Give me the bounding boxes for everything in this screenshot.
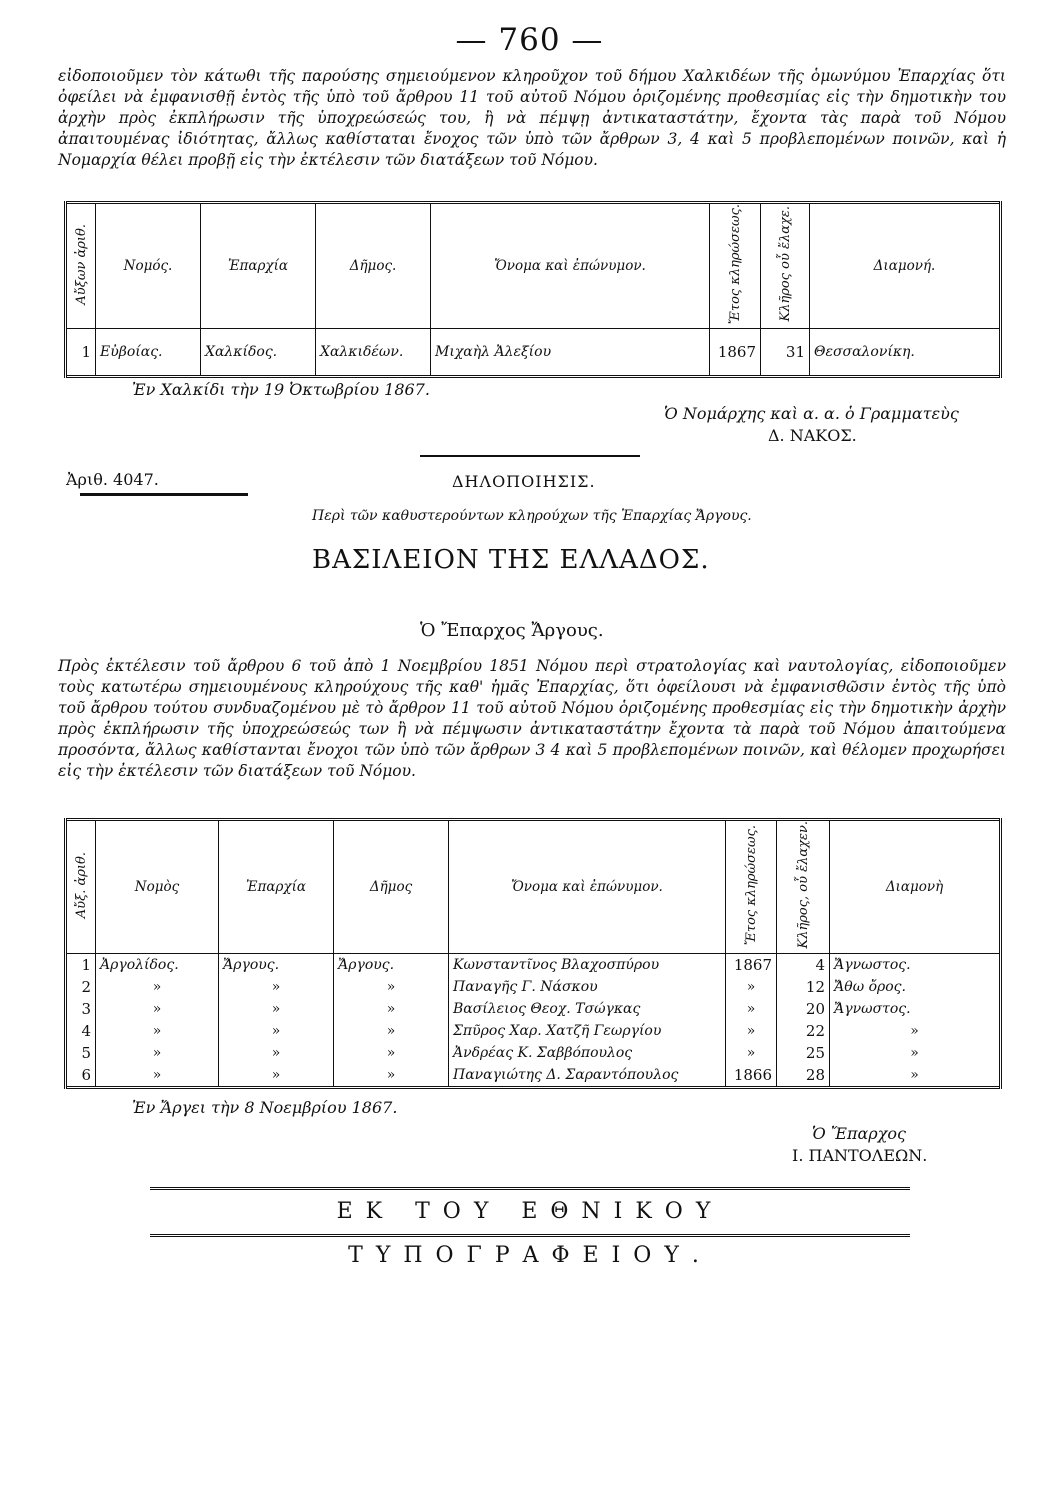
header-full-name: Ὄνομα καὶ ἐπώνυμον.	[449, 820, 726, 954]
cell-lot-number: 28	[777, 1064, 830, 1088]
table-row	[66, 329, 1001, 377]
cell-serial: 3	[66, 998, 96, 1020]
cell-draft-year: »	[726, 998, 777, 1020]
header-prefecture: Νομὸς	[96, 820, 219, 954]
page-number: — 760 —	[455, 22, 604, 58]
cell-province: »	[219, 976, 334, 998]
header-province: Ἐπαρχία	[219, 820, 334, 954]
cell-residence: Θεσσαλονίκη.	[810, 329, 1001, 377]
cell-province: Χαλκίδος.	[201, 329, 316, 377]
table-header-row	[66, 203, 1001, 329]
header-serial-number: Αὔξ. ἀριθ.	[66, 820, 96, 954]
cell-prefecture: »	[96, 998, 219, 1020]
notice-number-underline	[80, 493, 248, 496]
header-municipality: Δῆμος.	[316, 203, 431, 329]
cell-serial: 6	[66, 1064, 96, 1088]
cell-lot-number: 31	[761, 329, 810, 377]
header-lot-number: Κλῆρος οὗ ἔλαχε.	[761, 203, 810, 329]
cell-residence: »	[830, 1064, 1001, 1088]
header-lot-number: Κλῆρος, οὗ ἔλαχεν.	[777, 820, 830, 954]
cell-prefecture: »	[96, 1020, 219, 1042]
header-province: Ἐπαρχία	[201, 203, 316, 329]
cell-residence: »	[830, 1042, 1001, 1064]
cell-lot-number: 12	[777, 976, 830, 998]
cell-municipality: Χαλκιδέων.	[316, 329, 431, 377]
table-row	[66, 1042, 1001, 1064]
cell-full-name: Παναγῆς Γ. Νάσκου	[449, 976, 726, 998]
cell-prefecture: Εὐβοίας.	[96, 329, 201, 377]
cell-full-name: Κωνσταντῖνος Βλαχοσπύρου	[449, 953, 726, 976]
cell-full-name: Ἀνδρέας Κ. Σαββόπουλος	[449, 1042, 726, 1064]
cell-draft-year: »	[726, 1020, 777, 1042]
cell-residence: Ἄθω ὄρος.	[830, 976, 1001, 998]
cell-draft-year: »	[726, 976, 777, 998]
cell-province: »	[219, 1042, 334, 1064]
header-residence: Διαμονὴ	[830, 820, 1001, 954]
cell-prefecture: »	[96, 1064, 219, 1088]
signature-name-pantoleon: Ι. ΠΑΝΤΟΛΕΩΝ.	[792, 1146, 928, 1165]
signature-title-nomarch: Ὁ Νομάρχης καὶ α. α. ὁ Γραμματεὺς	[664, 404, 959, 423]
cell-prefecture: »	[96, 1042, 219, 1064]
header-residence: Διαμονή.	[810, 203, 1001, 329]
table-row	[66, 1064, 1001, 1088]
cell-draft-year: 1866	[726, 1064, 777, 1088]
place-date-chalkis: Ἐν Χαλκίδι τὴν 19 Ὀκτωβρίου 1867.	[132, 380, 430, 399]
cell-province: Ἄργους.	[219, 953, 334, 976]
header-municipality: Δῆμος	[334, 820, 449, 954]
cell-municipality: »	[334, 998, 449, 1020]
cell-municipality: »	[334, 976, 449, 998]
signature-name-nakos: Δ. ΝΑΚΟΣ.	[768, 426, 857, 445]
table-row	[66, 998, 1001, 1020]
cell-full-name: Βασίλειος Θεοχ. Τσώγκας	[449, 998, 726, 1020]
cell-serial: 2	[66, 976, 96, 998]
cell-municipality: »	[334, 1064, 449, 1088]
cell-lot-number: 4	[777, 953, 830, 976]
separator-rule	[420, 455, 640, 457]
notice-subheading: Περὶ τῶν καθυστερούντων κληρούχων τῆς Ἐπαρχίας Ἄργους.	[312, 508, 752, 524]
cell-serial: 1	[66, 329, 96, 377]
cell-province: »	[219, 1064, 334, 1088]
table-header-row	[66, 820, 1001, 954]
notice-number: Ἀριθ. 4047.	[66, 470, 159, 489]
cell-lot-number: 20	[777, 998, 830, 1020]
cell-full-name: Μιχαὴλ Ἀλεξίου	[431, 329, 710, 377]
cell-prefecture: »	[96, 976, 219, 998]
cell-draft-year: 1867	[726, 953, 777, 976]
cell-lot-number: 22	[777, 1020, 830, 1042]
cell-municipality: »	[334, 1042, 449, 1064]
place-date-argos: Ἐν Ἄργει τὴν 8 Νοεμβρίου 1867.	[132, 1098, 398, 1117]
table-row	[66, 976, 1001, 998]
printer-footer: ΕΚ ΤΟΥ ΕΘΝΙΚΟΥ ΤΥΠΟΓΡΑΦΕΙΟΥ.	[150, 1187, 910, 1237]
cell-serial: 4	[66, 1020, 96, 1042]
cell-municipality: »	[334, 1020, 449, 1042]
header-draft-year: Ἔτος κληρώσεως.	[710, 203, 761, 329]
cell-province: »	[219, 1020, 334, 1042]
table-row	[66, 1020, 1001, 1042]
authority-title: Ὁ Ἔπαρχος Ἄργους.	[420, 620, 604, 641]
header-prefecture: Νομός.	[96, 203, 201, 329]
cell-draft-year: 1867	[710, 329, 761, 377]
cell-prefecture: Ἀργολίδος.	[96, 953, 219, 976]
cell-lot-number: 25	[777, 1042, 830, 1064]
cell-residence: »	[830, 1020, 1001, 1042]
cell-municipality: Ἄργους.	[334, 953, 449, 976]
cell-residence: Ἄγνωστος.	[830, 953, 1001, 976]
table-row	[66, 953, 1001, 976]
cell-province: »	[219, 998, 334, 1020]
cell-residence: Ἄγνωστος.	[830, 998, 1001, 1020]
cell-serial: 5	[66, 1042, 96, 1064]
cell-serial: 1	[66, 953, 96, 976]
conscripts-table-argos	[64, 818, 1002, 1089]
main-paragraph: Πρὸς ἐκτέλεσιν τοῦ ἄρθρου 6 τοῦ ἀπὸ 1 Νοεμβρίου 1851 Νόμου περὶ στρατολογίας καὶ ναυτολογίας, εἰδοποιοῦμεν τοὺς κατωτέρω σημειουμένους κληρούχους τῆς καθ' ἡμᾶς Ἐπαρχίας, ὅτι ὀφείλουσι νὰ ἐμφανισθῶσιν ἐντὸς τῆς ὑπὸ τοῦ ἄρθρου τούτου συνδυαζομένου μὲ τὸ ἄρθρον 11 τοῦ αὐτοῦ Νόμου ὁριζομένης προθεσμίας εἰς τὴν δημοτικὴν ἀρχὴν πρὸς ἐκπλήρωσιν τῆς ὑποχρεώσεώς των ἢ νὰ πέμψωσιν ἀντικαταστάτην ἔχοντα τὰ παρὰ τοῦ Νόμου ἀπαιτούμενα προσόντα, ἄλλως καθίστανται ἔνοχοι τῶν ὑπὸ τῶν ἄρθρων 3 4 καὶ 5 προβλεπομένων ποινῶν, καὶ θέλομεν προχωρήσει εἰς τὴν ἐκτέλεσιν τῶν διατάξεων τοῦ Νόμου.	[58, 657, 1006, 780]
kingdom-title: ΒΑΣΙΛΕΙΟΝ ΤΗΣ ΕΛΛΑΔΟΣ.	[312, 545, 710, 575]
signature-title-eparch: Ὁ Ἔπαρχος	[812, 1124, 906, 1143]
header-draft-year: Ἔτος κληρώσεως.	[726, 820, 777, 954]
header-full-name: Ὄνομα καὶ ἐπώνυμον.	[431, 203, 710, 329]
cell-full-name: Σπῦρος Χαρ. Χατζῆ Γεωργίου	[449, 1020, 726, 1042]
header-serial-number: Αὔξων ἀριθ.	[66, 203, 96, 329]
notice-heading: ΔΗΛΟΠΟΙΗΣΙΣ.	[452, 472, 596, 491]
cell-draft-year: »	[726, 1042, 777, 1064]
intro-paragraph: εἰδοποιοῦμεν τὸν κάτωθι τῆς παρούσης σημειούμενον κληροῦχον τοῦ δήμου Χαλκιδέων τῆς ὁμωνύμου Ἐπαρχίας ὅτι ὀφείλει νὰ ἐμφανισθῇ ἐντὸς τῆς ὑπὸ τοῦ ἄρθρου 11 τοῦ αὐτοῦ Νόμου ὁριζομένης προθεσμίας εἰς τὴν δημοτικὴν του ἀρχὴν πρὸς ἐκπλήρωσιν τῆς ὑποχρεώσεώς του, ἢ νὰ πέμψῃ ἀντικαταστάτην, ἔχοντα τὰς παρὰ τοῦ Νόμου ἀπαιτουμένας ἰδιότητας, ἄλλως καθίσταται ἔνοχος τῶν ὑπὸ τῶν ἄρθρων 3, 4 καὶ 5 προβλεπομένων ποινῶν, καὶ ἡ Νομαρχία θέλει προβῇ εἰς τὴν ἐκτέλεσιν τῶν διατάξεων τοῦ Νόμου.	[58, 67, 1006, 169]
conscripts-table-chalkis	[64, 201, 1002, 378]
cell-full-name: Παναγιώτης Δ. Σαραντόπουλος	[449, 1064, 726, 1088]
